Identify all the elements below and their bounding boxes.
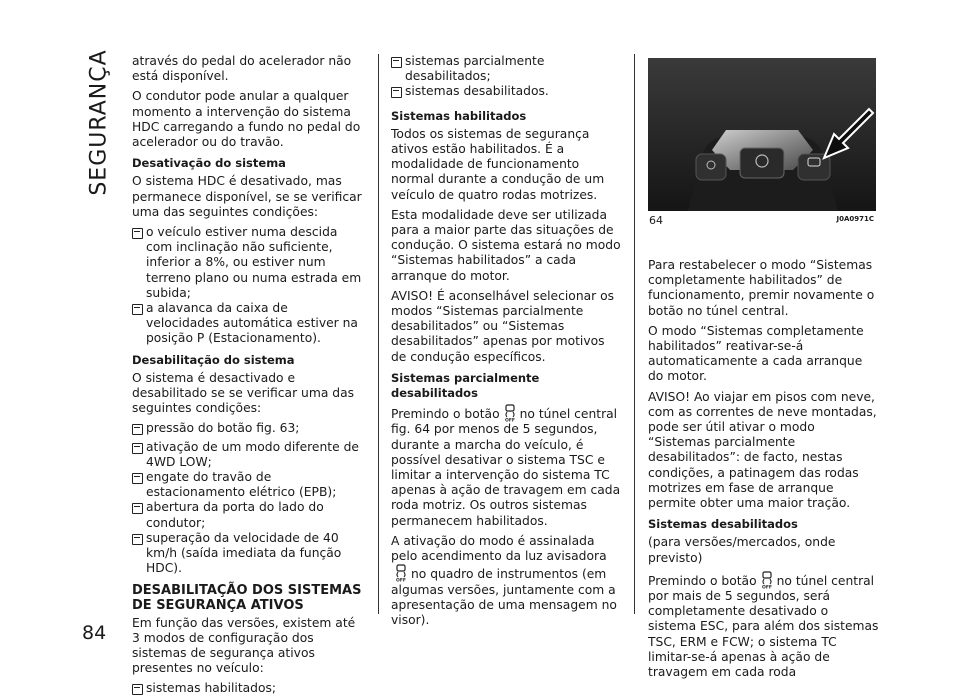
bullet-item: abertura da porta do lado do condutor; [132, 500, 362, 530]
figure-64-console-photo [648, 58, 876, 211]
paragraph: O sistema é desactivado e desabilitado se se verificar uma das seguintes condições: [132, 370, 355, 416]
svg-text:OFF: OFF [761, 585, 772, 589]
subheading-enabled: Sistemas habilitados [391, 108, 527, 123]
svg-text:OFF: OFF [504, 418, 515, 423]
hdc-button [696, 154, 726, 180]
epb-switch [740, 148, 784, 178]
bullet-icon [132, 681, 146, 699]
bullet-item: ativação de um modo diferente de 4WD LOW; [132, 440, 362, 470]
paragraph: O modo “Sistemas completamente habilitados” reativar-se-á automaticamente a cada arranque do motor. [648, 323, 864, 384]
paragraph: através do pedal do acelerador não está disponível. [132, 54, 352, 84]
paragraph: Todos os sistemas de segurança ativos estão habilitados. É a modalidade de funcionamento normal durante a condução de um veículo de quatro rodas motrizes. [391, 126, 605, 202]
bullet-icon [132, 421, 146, 439]
bullet-item: o veículo estiver numa descida com inclinação não suficiente, inferior a 8%, ou estiver num terreno plano ou numa estrada em subida; [132, 225, 362, 301]
console-illustration [648, 58, 876, 211]
bullet-item: pressão do botão fig. 63; [132, 421, 362, 439]
section-title-vertical [84, 48, 114, 196]
bullet-item: superação da velocidade de 40 km/h (saída imediata da função HDC). [132, 531, 362, 577]
bullet-item: sistemas desabilitados. [391, 84, 623, 102]
text-column-2 [391, 54, 623, 633]
column-divider-2 [634, 54, 635, 614]
paragraph: (para versões/mercados, onde previsto) [648, 535, 836, 565]
esc-off-icon [760, 571, 774, 589]
bullet-icon [132, 470, 146, 500]
esc-off-warning-light-icon [394, 564, 408, 582]
figure-code: J0A0971C [836, 215, 874, 223]
bullet-icon [391, 84, 405, 102]
bullet-item: sistemas parcialmente desabilitados; [391, 54, 623, 84]
bullet-icon [132, 500, 146, 530]
subheading-disabled: Sistemas desabilitados [648, 517, 798, 532]
paragraph: O sistema HDC é desativado, mas permanece disponível, se se verificar uma das seguintes condições: [132, 174, 362, 219]
paragraph: Para restabelecer o modo “Sistemas completamente habilitados” de funcionamento, premir novamente o botão no túnel central. [648, 258, 875, 318]
bullet-icon [132, 440, 146, 470]
bullet-icon [132, 531, 146, 577]
bullet-item: engate do travão de estacionamento elétrico (EPB); [132, 470, 362, 500]
svg-text:OFF: OFF [396, 578, 406, 583]
paragraph: Premindo o botão OFF no túnel central fig. 64 por menos de 5 segundos, durante a marcha do veículo, é possível desativar o sistema TSC e limitar a intervenção do sistema TC apenas à ação de travagem em cada roda motriz. Os outros sistemas permanecem habilitados. [391, 404, 623, 529]
esc-off-icon [503, 404, 517, 422]
subheading-partially-disabled: Sistemas parcialmente desabilitados [391, 370, 540, 401]
paragraph: A ativação do modo é assinalada pelo acendimento da luz avisadora OFF no quadro de instrumentos (em algumas versões, juntamente com a apresentação de uma mensagem no visor). [391, 533, 617, 627]
section-heading: DESABILITAÇÃO DOS SISTEMAS DE SEGURANÇA ATIVOS [132, 582, 362, 613]
bullet-icon [132, 301, 146, 347]
bullet-icon [132, 225, 146, 301]
section-title-text: SEGURANÇA [86, 48, 112, 196]
paragraph: Premindo o botão OFF no túnel central por mais de 5 segundos, será completamente desativado o sistema ESC, para além dos sistemas TSC, ERM e FCW; o sistema TC limitar-se-á apenas à ação de travagem em cada roda [648, 571, 880, 680]
paragraph: AVISO! É aconselhável selecionar os modos “Sistemas parcialmente desabilitados” ou “Sistemas desabilitados” apenas por motivos de condução específicos. [391, 288, 615, 364]
bullet-item: a alavanca da caixa de velocidades automática estiver na posição P (Estacionamento). [132, 301, 362, 347]
bullet-icon [391, 54, 405, 84]
subheading-deactivation: Desativação do sistema [132, 156, 286, 171]
bullet-item: sistemas habilitados; [132, 681, 362, 699]
figure-caption [648, 214, 876, 228]
paragraph: O condutor pode anular a qualquer momento a intervenção do sistema HDC carregando a fundo no pedal do acelerador ou do travão. [132, 89, 361, 150]
paragraph: Em função das versões, existem até 3 modos de configuração dos sistemas de segurança ativos presentes no veículo: [132, 615, 356, 676]
page-number: 84 [82, 622, 107, 644]
subheading-disabling: Desabilitação do sistema [132, 352, 295, 367]
paragraph: Esta modalidade deve ser utilizada para a maior parte das situações de condução. O sistema estará no modo “Sistemas habilitados” a cada arranque do motor. [391, 207, 621, 283]
text-column-3 [648, 258, 880, 685]
text-column-1 [132, 54, 362, 700]
column-divider-1 [378, 54, 379, 614]
figure-number: 64 [649, 214, 663, 227]
paragraph: AVISO! Ao viajar em pisos com neve, com as correntes de neve montadas, pode ser útil ativar o modo “Sistemas parcialmente desabilitados”: de facto, nestas condições, a patinagem das rodas motrizes em fase de arranque permite obter uma maior tração. [648, 389, 877, 511]
